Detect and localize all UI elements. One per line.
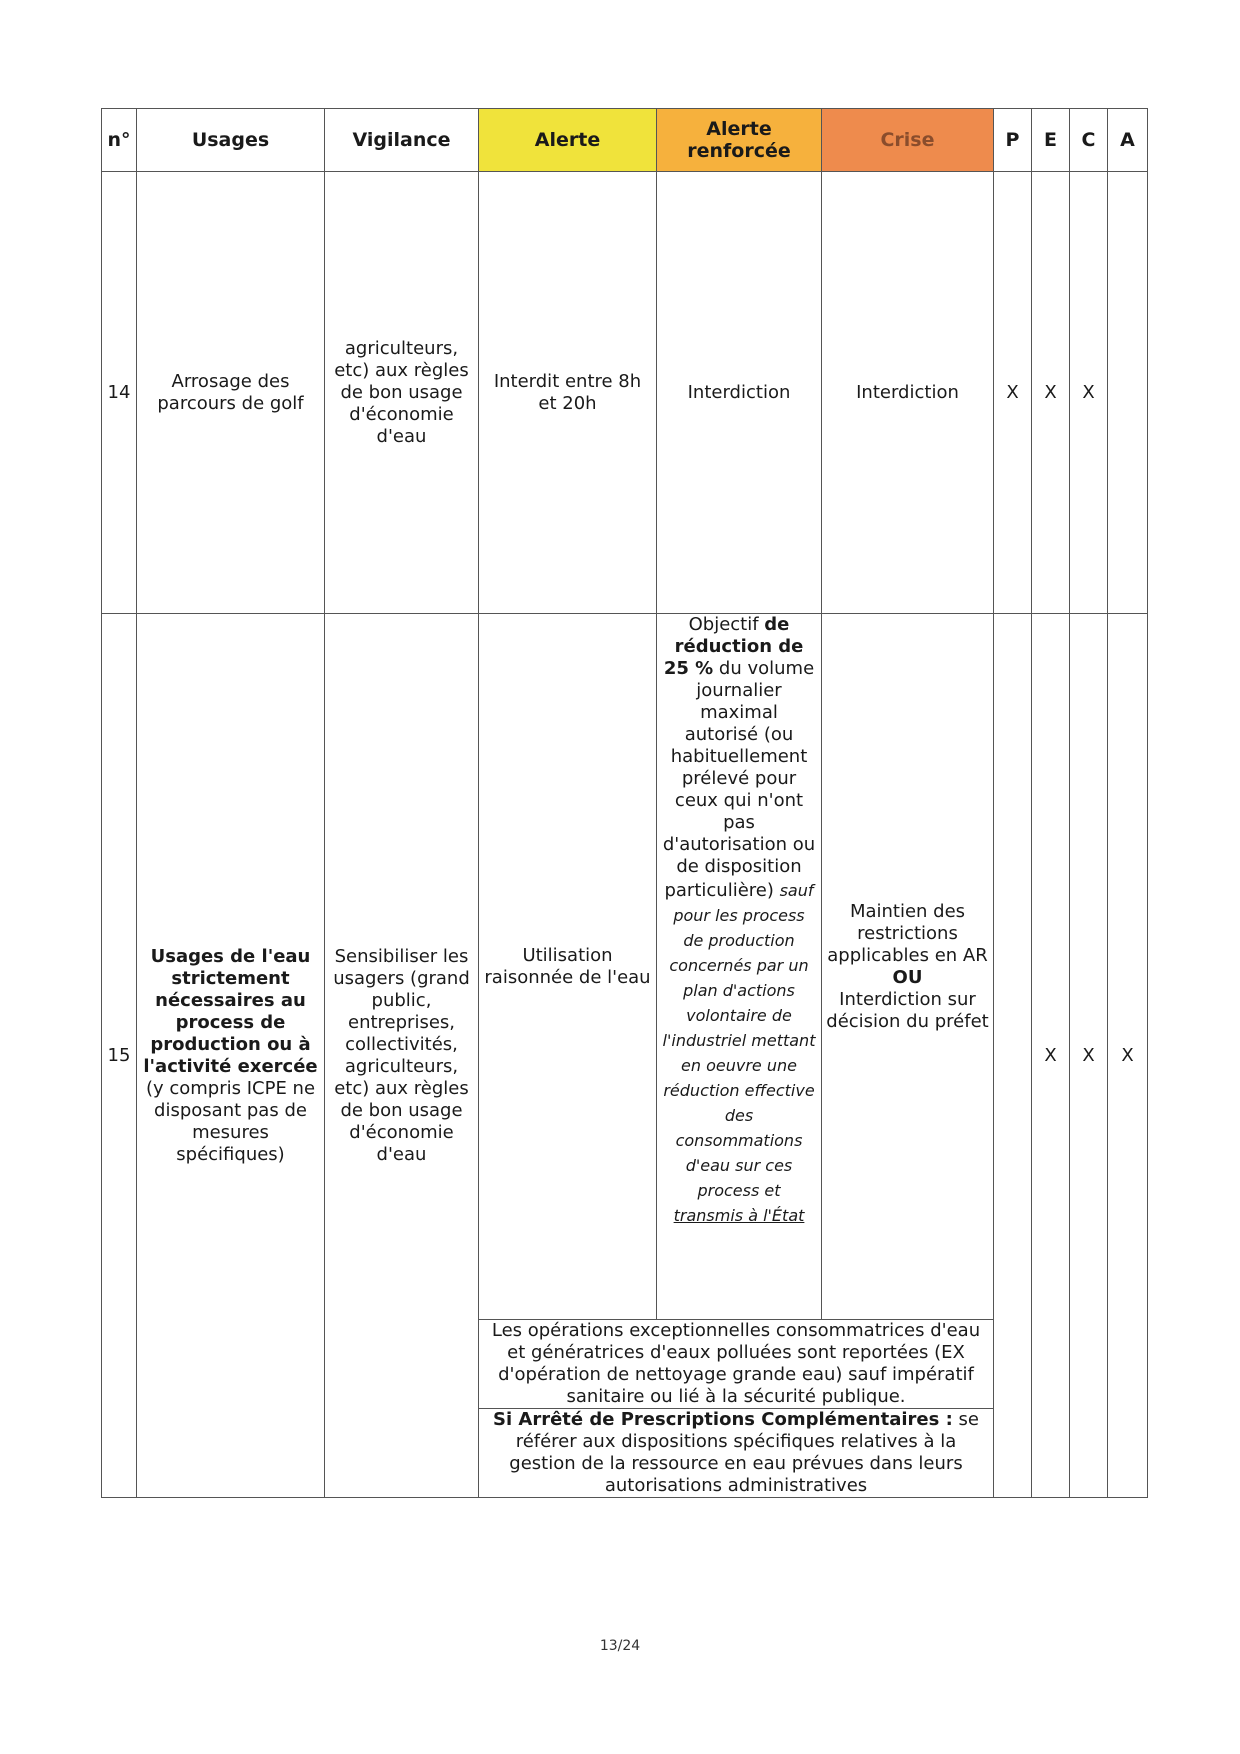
row14-crise: Interdiction	[822, 172, 994, 614]
row15-usage-bold: Usages de l'eau strictement nécessaires au process de production ou à l'activité exercée	[143, 945, 318, 1077]
row15-note1: Les opérations exceptionnelles consommatrices d'eau et génératrices d'eaux polluées sont reportées (EX d'opération de nettoyage grande eau) sauf impératif sanitaire ou lié à la sécurité publique.	[479, 1320, 994, 1409]
ar-text-1: Objectif	[688, 614, 765, 635]
header-e: E	[1032, 109, 1070, 172]
row15-p	[994, 614, 1032, 1498]
header-p: P	[994, 109, 1032, 172]
header-usages: Usages	[137, 109, 325, 172]
row14-e: X	[1032, 172, 1070, 614]
row14-p: X	[994, 172, 1032, 614]
row15-e: X	[1032, 614, 1070, 1498]
table-row-15	[102, 614, 1148, 1320]
header-c: C	[1070, 109, 1108, 172]
restrictions-table	[101, 108, 1148, 1498]
row14-usage: Arrosage des parcours de golf	[137, 172, 325, 614]
row15-c: X	[1070, 614, 1108, 1498]
row14-vigilance: agriculteurs, etc) aux règles de bon usage d'économie d'eau	[325, 172, 479, 614]
row15-alerte: Utilisation raisonnée de l'eau	[479, 614, 657, 1320]
ar-text-3: du volume journalier maximal autorisé (ou habituellement prélevé pour ceux qui n'ont pas d'autorisation ou de disposition particulière)	[662, 658, 816, 901]
row14-number: 14	[102, 172, 137, 614]
row14-alerte: Interdit entre 8h et 20h	[479, 172, 657, 614]
note2-rest: se référer aux dispositions spécifiques relatives à la gestion de la ressource en eau prévues dans leurs autorisations administratives	[509, 1409, 979, 1496]
table-row-14	[102, 172, 1148, 614]
row14-c: X	[1070, 172, 1108, 614]
row14-a	[1108, 172, 1148, 614]
crise-text-2: Interdiction sur décision du préfet	[826, 988, 989, 1032]
page-number: 13/24	[599, 1638, 641, 1654]
row15-note2	[479, 1409, 994, 1498]
header-n: n°	[102, 109, 137, 172]
ar-text-bold: de réduction de 25 %	[663, 614, 804, 679]
crise-text-1: Maintien des restrictions applicables en AR	[827, 900, 988, 966]
row15-a: X	[1108, 614, 1148, 1498]
row15-usage-rest: (y compris ICPE ne disposant pas de mesures spécifiques)	[145, 1077, 316, 1165]
ar-text-underline: transmis à l'État	[673, 1206, 805, 1225]
header-row	[102, 109, 1148, 172]
row15-alerte-renforcee	[657, 614, 822, 1320]
header-alerte: Alerte	[479, 109, 657, 172]
header-crise: Crise	[822, 109, 994, 172]
header-alerte-renforcee: Alerte renforcée	[657, 109, 822, 172]
crise-ou: OU	[892, 966, 923, 988]
row14-alerte-renforcee: Interdiction	[657, 172, 822, 614]
row15-number: 15	[102, 614, 137, 1498]
header-vigilance: Vigilance	[325, 109, 479, 172]
row15-vigilance: Sensibiliser les usagers (grand public, entreprises, collectivités, agriculteurs, etc) aux règles de bon usage d'économie d'eau	[325, 614, 479, 1498]
ar-text-italic: sauf pour les process de production concernés par un plan d'actions volontaire de l'industriel mettant en oeuvre une réduction effective des consommations d'eau sur ces process et	[662, 881, 816, 1200]
note2-bold: Si Arrêté de Prescriptions Complémentaires :	[492, 1409, 953, 1430]
row15-crise	[822, 614, 994, 1320]
row15-usage	[137, 614, 325, 1498]
header-a: A	[1108, 109, 1148, 172]
